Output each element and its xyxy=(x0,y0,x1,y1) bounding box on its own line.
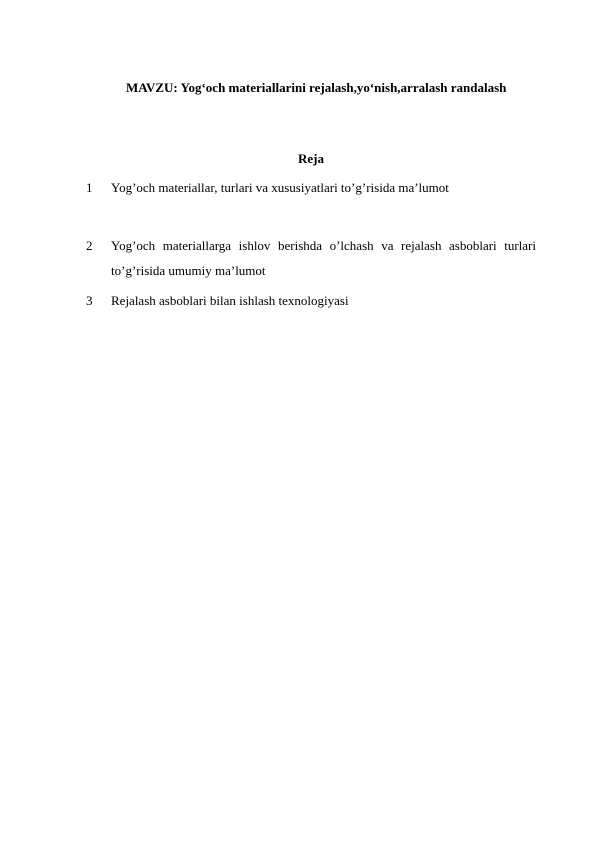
plan-item-number: 1 xyxy=(86,180,93,195)
plan-item-number: 3 xyxy=(86,293,93,308)
document-title: MAVZU: Yog‘och materiallarini rejalash,yo‘nish,arralash randalash xyxy=(126,80,507,95)
plan-item-text: Rejalash asboblari bilan ishlash texnologiyasi xyxy=(111,293,349,308)
plan-item-text: Yog’och materiallar, turlari va xususiyatlari to’g’risida ma’lumot xyxy=(111,180,449,195)
plan-item-text: Yog’och materiallarga ishlov berishda o’lchash va rejalash asboblari turlari to’g’risida umumiy ma’lumot xyxy=(111,238,536,278)
plan-item-number: 2 xyxy=(86,238,93,253)
plan-heading: Reja xyxy=(298,151,324,166)
